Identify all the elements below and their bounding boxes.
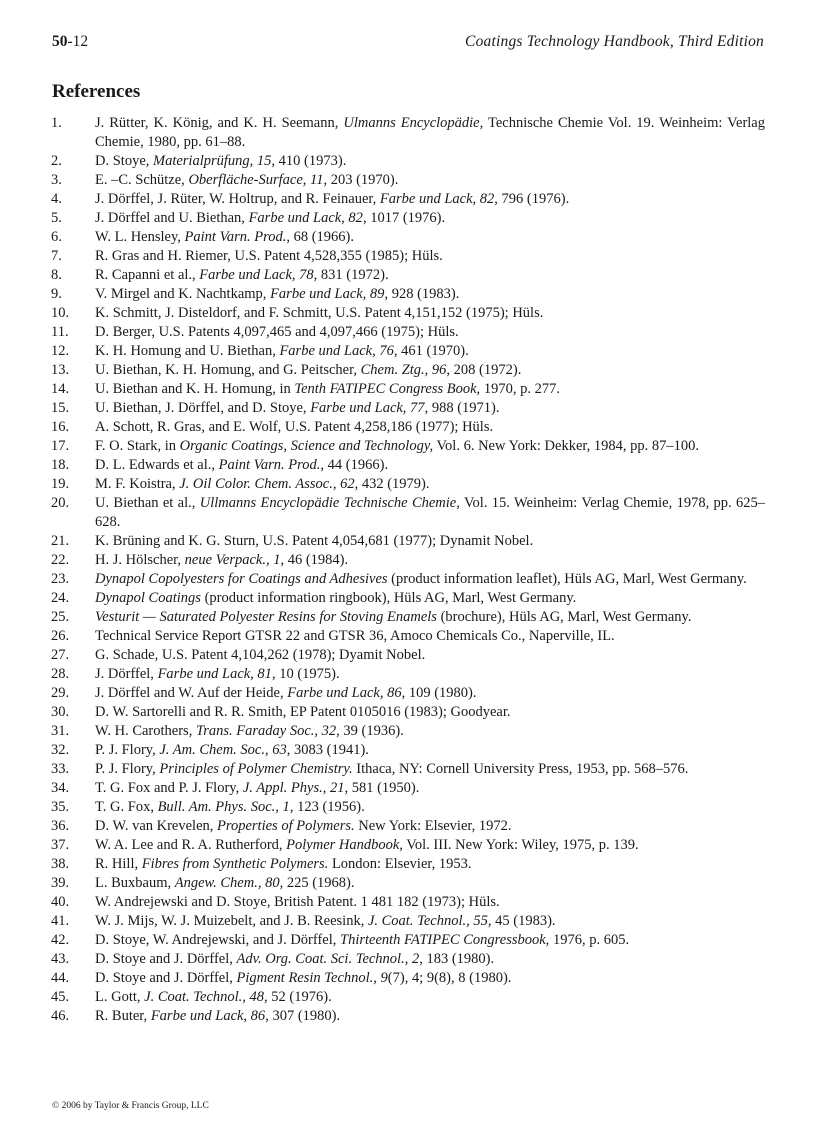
reference-item [51,988,765,1007]
reference-number: 13. [51,362,70,378]
reference-text: , 68 (1966). [286,229,354,245]
reference-number: 21. [51,533,70,549]
reference-title: Farbe und Lack, 86 [287,685,402,701]
reference-title: Organic Coatings, Science and Technology, [179,438,434,454]
reference-number: 36. [51,818,70,834]
reference-number: 31. [51,723,70,739]
reference-item [51,228,765,247]
reference-text: (product information ringbook), Hüls AG, Marl, West Germany. [200,590,577,606]
reference-number: 23. [51,571,70,587]
reference-text: L. Gott, [95,989,145,1005]
reference-title: Farbe und Lack, 81 [157,666,272,682]
reference-title: Farbe und Lack, 82 [379,191,495,207]
reference-item [51,836,765,855]
reference-title: J. Coat. Technol., 48 [144,989,265,1005]
copyright-footer: © 2006 by Taylor & Francis Group, LLC [52,1101,209,1111]
chapter-number: 50 [52,33,68,50]
reference-item [51,342,765,361]
reference-text: , 461 (1970). [393,343,469,359]
reference-number: 16. [51,419,70,435]
reference-text: , 581 (1950). [344,780,420,796]
reference-item [51,152,765,171]
reference-title: Farbe und Lack, 77 [310,400,425,416]
reference-text: A. Schott, R. Gras, and E. Wolf, U.S. Patent 4,258,186 (1977); Hüls. [95,419,494,435]
reference-number: 8. [51,267,62,283]
reference-text: Ithaca, NY: Cornell University Press, 1953, pp. 568–576. [352,761,689,777]
reference-title: J. Coat. Technol., 55 [367,913,488,929]
reference-title: Materialprüfung, 15 [153,153,272,169]
reference-number: 22. [51,552,70,568]
reference-number: 6. [51,229,62,245]
reference-number: 18. [51,457,70,473]
reference-title: Angew. Chem., 80 [174,875,280,891]
reference-text: W. Andrejewski and D. Stoye, British Patent. 1 481 182 (1973); Hüls. [95,894,500,910]
reference-item [51,190,765,209]
reference-text: , 44 (1966). [320,457,389,473]
reference-item [51,589,765,608]
reference-title: Ullmanns Encyclopädie Technische Chemie, [199,495,460,511]
reference-text: R. Hill, [95,856,142,872]
reference-text: New York: Elsevier, 1972. [354,818,512,834]
reference-text: M. F. Koistra, [95,476,180,492]
reference-item [51,380,765,399]
reference-number: 4. [51,191,62,207]
reference-text: Technical Service Report GTSR 22 and GTSR 36, Amoco Chemicals Co., Naperville, IL. [95,628,615,644]
section-title: References [52,81,141,102]
reference-number: 32. [51,742,70,758]
reference-text: , 123 (1956). [289,799,365,815]
reference-number: 15. [51,400,70,416]
reference-number: 12. [51,343,70,359]
reference-title: Farbe und Lack, 76 [279,343,394,359]
page-header [52,33,764,55]
reference-item [51,456,765,475]
reference-item [51,779,765,798]
reference-text: , 10 (1975). [271,666,340,682]
reference-item [51,399,765,418]
reference-item [51,817,765,836]
reference-title: Farbe und Lack, 78 [199,267,314,283]
reference-item [51,684,765,703]
reference-item [51,304,765,323]
reference-text: , 988 (1971). [424,400,500,416]
reference-number: 2. [51,153,62,169]
reference-text: T. G. Fox and P. J. Flory, [95,780,243,796]
reference-title: J. Am. Chem. Soc., 63 [159,742,287,758]
reference-item [51,266,765,285]
reference-text: W. A. Lee and R. A. Rutherford, [95,837,287,853]
reference-number: 29. [51,685,70,701]
reference-item [51,114,765,152]
reference-text: , 796 (1976). [494,191,570,207]
reference-item [51,950,765,969]
reference-number: 40. [51,894,70,910]
reference-item [51,893,765,912]
reference-text: , 225 (1968). [279,875,355,891]
reference-text: F. O. Stark, in [95,438,180,454]
reference-title: Thirteenth FATIPEC Congressbook, [340,932,550,948]
reference-text: D. W. van Krevelen, [95,818,218,834]
reference-text: Vol. III. New York: Wiley, 1975, p. 139. [402,837,639,853]
reference-title: Bull. Am. Phys. Soc., 1 [157,799,290,815]
reference-text: U. Biethan et al., [95,495,200,511]
reference-number: 9. [51,286,62,302]
reference-item [51,608,765,627]
reference-item [51,570,765,589]
reference-item [51,798,765,817]
reference-text: T. G. Fox, [95,799,158,815]
reference-item [51,209,765,228]
reference-item [51,247,765,266]
reference-title: Vesturit — Saturated Polyester Resins for Stoving Enamels [95,609,437,625]
reference-text: , 928 (1983). [384,286,460,302]
reference-item [51,646,765,665]
reference-text: H. J. Hölscher, [95,552,185,568]
reference-text: G. Schade, U.S. Patent 4,104,262 (1978); Dyamit Nobel. [95,647,426,663]
reference-title: Oberfläche-Surface, 11 [188,172,324,188]
reference-text: J. Dörffel and W. Auf der Heide, [95,685,288,701]
reference-text: J. Dörffel, [95,666,158,682]
reference-text: , 109 (1980). [401,685,477,701]
reference-item [51,171,765,190]
reference-title: neue Verpack., 1 [184,552,281,568]
reference-text: London: Elsevier, 1953. [328,856,472,872]
reference-text: 1970, p. 277. [480,381,560,397]
reference-number: 17. [51,438,70,454]
reference-text: P. J. Flory, [95,761,160,777]
reference-list [51,114,765,1026]
page-suffix: -12 [67,33,89,50]
reference-number: 43. [51,951,70,967]
reference-text: 1976, p. 605. [549,932,630,948]
reference-number: 34. [51,780,70,796]
reference-text: V. Mirgel and K. Nachtkamp, [95,286,271,302]
reference-number: 42. [51,932,70,948]
reference-item [51,532,765,551]
reference-number: 46. [51,1008,70,1024]
reference-title: Properties of Polymers. [217,818,355,834]
reference-text: , 432 (1979). [354,476,430,492]
reference-number: 39. [51,875,70,891]
reference-number: 41. [51,913,70,929]
reference-text: J. Dörffel, J. Rüter, W. Holtrup, and R. Feinauer, [95,191,380,207]
reference-title: Farbe und Lack, 89 [270,286,385,302]
reference-number: 45. [51,989,70,1005]
reference-title: J. Oil Color. Chem. Assoc., 62 [179,476,355,492]
reference-number: 3. [51,172,62,188]
reference-number: 14. [51,381,70,397]
reference-item [51,285,765,304]
reference-text: E. –C. Schütze, [95,172,189,188]
reference-title: Pigment Resin Technol., 9 [236,970,388,986]
reference-title: J. Appl. Phys., 21 [242,780,345,796]
reference-item [51,703,765,722]
reference-item [51,437,765,456]
reference-text: , 203 (1970). [323,172,399,188]
reference-text: , 45 (1983). [487,913,556,929]
reference-title: Paint Varn. Prod. [218,457,321,473]
reference-text: J. Rütter, K. König, and K. H. Seemann, [95,115,344,131]
reference-text: P. J. Flory, [95,742,160,758]
reference-text: K. Schmitt, J. Disteldorf, and F. Schmitt, U.S. Patent 4,151,152 (1975); Hüls. [95,305,544,321]
reference-number: 33. [51,761,70,777]
reference-item [51,323,765,342]
reference-text: D. Berger, U.S. Patents 4,097,465 and 4,097,466 (1975); Hüls. [95,324,459,340]
reference-text: Vol. 6. New York: Dekker, 1984, pp. 87–100. [433,438,700,454]
reference-text: R. Gras and H. Riemer, U.S. Patent 4,528,355 (1985); Hüls. [95,248,443,264]
reference-number: 35. [51,799,70,815]
reference-item [51,760,765,779]
reference-item [51,874,765,893]
reference-title: Paint Varn. Prod. [184,229,287,245]
reference-item [51,418,765,437]
reference-title: Polymer Handbook, [286,837,403,853]
reference-item [51,494,765,532]
reference-text: (product information leaflet), Hüls AG, Marl, West Germany. [387,571,747,587]
reference-text: K. Brüning and K. G. Sturn, U.S. Patent 4,054,681 (1977); Dynamit Nobel. [95,533,534,549]
reference-text: D. Stoye and J. Dörffel, [95,970,237,986]
reference-item [51,912,765,931]
reference-text: , 1017 (1976). [362,210,446,226]
reference-title: Ulmanns Encyclopädie, [343,115,484,131]
reference-text: D. W. Sartorelli and R. R. Smith, EP Patent 0105016 (1983); Goodyear. [95,704,511,720]
reference-text: W. H. Carothers, [95,723,196,739]
reference-title: Principles of Polymer Chemistry. [159,761,353,777]
reference-text: , 39 (1936). [336,723,404,739]
reference-text: , 307 (1980). [265,1008,341,1024]
reference-number: 1. [51,115,62,131]
reference-number: 19. [51,476,70,492]
reference-number: 11. [51,324,69,340]
reference-text: , 183 (1980). [419,951,495,967]
running-title: Coatings Technology Handbook, Third Edition [465,33,764,50]
reference-item [51,931,765,950]
reference-item [51,722,765,741]
reference-text: D. Stoye, W. Andrejewski, and J. Dörffel, [95,932,340,948]
reference-text: Vol. 15. Weinheim: Verlag Chemie, 1978, pp. 625–628. [95,495,765,530]
reference-title: Farbe und Lack, 86 [150,1008,266,1024]
reference-number: 44. [51,970,70,986]
reference-title: Adv. Org. Coat. Sci. Technol., 2 [236,951,420,967]
reference-text: W. L. Hensley, [95,229,185,245]
reference-number: 38. [51,856,70,872]
reference-item [51,475,765,494]
reference-text: L. Buxbaum, [95,875,175,891]
reference-text: U. Biethan, K. H. Homung, and G. Peitscher, [95,362,361,378]
reference-number: 10. [51,305,70,321]
reference-number: 20. [51,495,70,511]
reference-text: U. Biethan, J. Dörffel, and D. Stoye, [95,400,311,416]
reference-text: D. Stoye and J. Dörffel, [95,951,237,967]
reference-item [51,665,765,684]
reference-title: Farbe und Lack, 82 [248,210,363,226]
reference-text: , 3083 (1941). [286,742,369,758]
reference-title: Dynapol Copolyesters for Coatings and Adhesives [95,571,388,587]
reference-number: 28. [51,666,70,682]
reference-item [51,741,765,760]
reference-text: Technische Chemie Vol. 19. Weinheim: Verlag Chemie, 1980, pp. 61–88. [95,115,765,150]
reference-text: D. Stoye, [95,153,153,169]
reference-number: 37. [51,837,70,853]
page-number [52,33,88,51]
reference-title: Chem. Ztg., 96 [360,362,447,378]
reference-text: D. L. Edwards et al., [95,457,219,473]
reference-number: 26. [51,628,70,644]
reference-title: Tenth FATIPEC Congress Book, [294,381,481,397]
reference-item [51,627,765,646]
reference-text: , 208 (1972). [446,362,522,378]
reference-text: R. Capanni et al., [95,267,200,283]
reference-text: , 410 (1973). [271,153,347,169]
reference-text: , 46 (1984). [280,552,349,568]
reference-text: (brochure), Hüls AG, Marl, West Germany. [436,609,692,625]
reference-item [51,855,765,874]
reference-number: 24. [51,590,70,606]
reference-text: J. Dörffel and U. Biethan, [95,210,249,226]
reference-title: Dynapol Coatings [95,590,201,606]
reference-number: 30. [51,704,70,720]
reference-title: Fibres from Synthetic Polymers. [141,856,329,872]
reference-number: 5. [51,210,62,226]
reference-text: U. Biethan and K. H. Homung, in [95,381,295,397]
reference-text: W. J. Mijs, W. J. Muizebelt, and J. B. Reesink, [95,913,368,929]
reference-text: , 831 (1972). [313,267,389,283]
reference-text: (7), 4; 9(8), 8 (1980). [387,970,512,986]
reference-number: 27. [51,647,70,663]
reference-item [51,551,765,570]
reference-item [51,969,765,988]
reference-text: , 52 (1976). [264,989,332,1005]
reference-number: 25. [51,609,70,625]
reference-item [51,361,765,380]
reference-number: 7. [51,248,62,264]
reference-item [51,1007,765,1026]
reference-text: K. H. Homung and U. Biethan, [95,343,280,359]
reference-title: Trans. Faraday Soc., 32 [195,723,337,739]
reference-text: R. Buter, [95,1008,151,1024]
